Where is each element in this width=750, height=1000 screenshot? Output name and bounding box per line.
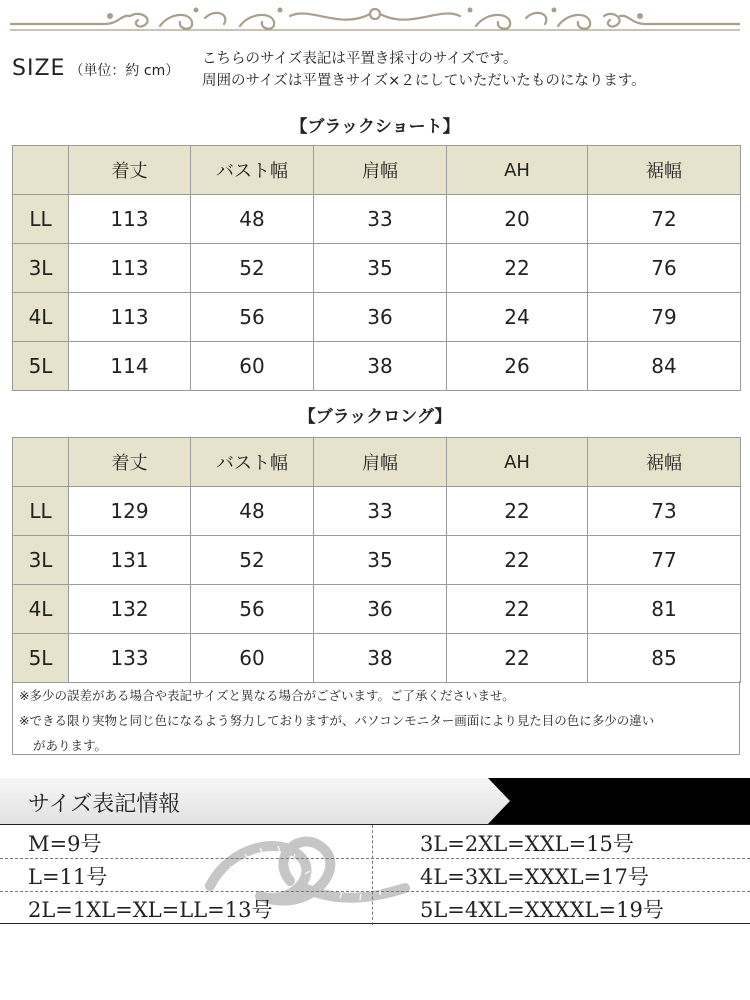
table-cell: 38 [314,342,447,391]
size-note-2: 周囲のサイズは平置きサイズ×２にしていただいたものになります。 [202,73,646,89]
disclaimer-line: ※多少の誤差がある場合や表記サイズと異なる場合がございます。ご了承くださいませ。 [19,688,515,703]
table-row [13,634,741,683]
table-corner-cell [13,438,69,487]
table-cell: 84 [588,342,741,391]
size-info-left-1: M=9号 [28,832,102,856]
header-cell: バスト幅 [191,146,314,195]
table-cell: 22 [447,487,588,536]
grid-divider [0,891,750,892]
table-row [13,244,741,293]
table-cell: 72 [588,195,741,244]
table-row [13,293,741,342]
header-cell: 裾幅 [588,146,741,195]
size-info-right-3: 5L=4XL=XXXXL=19号 [420,898,664,922]
table-cell: 22 [447,585,588,634]
row-size-label: LL [13,487,69,536]
size-note-1: こちらのサイズ表記は平置き採寸のサイズです。 [202,51,518,67]
header-cell: 肩幅 [314,146,447,195]
row-size-label: LL [13,195,69,244]
grid-divider [0,858,750,859]
header-cell: AH [447,438,588,487]
size-info-right-2: 4L=3XL=XXXL=17号 [420,865,649,889]
table-cell: 129 [69,487,191,536]
size-table-black-short [12,145,741,391]
table-corner-cell [13,146,69,195]
table-cell: 56 [191,293,314,342]
size-title: SIZE （単位：約 cm） [12,56,180,81]
table-title-black-long: 【ブラックロング】 [298,407,452,427]
header-cell: バスト幅 [191,438,314,487]
scroll-ornament-icon [10,4,740,38]
table-cell: 76 [588,244,741,293]
size-info-right-1: 3L=2XL=XXL=15号 [420,832,634,856]
table-cell: 24 [447,293,588,342]
table-cell: 26 [447,342,588,391]
disclaimer-box [12,681,740,755]
table-cell: 60 [191,342,314,391]
table-cell: 114 [69,342,191,391]
header-cell: 着丈 [69,146,191,195]
table-row [13,585,741,634]
table-cell: 79 [588,293,741,342]
size-info-title: サイズ表記情報 [28,792,181,817]
table-row [13,487,741,536]
row-size-label: 3L [13,244,69,293]
table-cell: 56 [191,585,314,634]
table-cell: 73 [588,487,741,536]
table-cell: 22 [447,536,588,585]
table-row [13,342,741,391]
table-cell: 35 [314,244,447,293]
disclaimer-line: ※できる限り実物と同じ色になるよう努力しておりますが、パソコンモニター画面により見た目の色に多少の違い [19,713,655,728]
table-header-row [13,438,741,487]
table-cell: 52 [191,244,314,293]
table-cell: 48 [191,195,314,244]
row-size-label: 4L [13,585,69,634]
table-title-black-short: 【ブラックショート】 [290,117,460,137]
row-size-label: 3L [13,536,69,585]
grid-divider [372,825,373,925]
table-cell: 81 [588,585,741,634]
table-cell: 85 [588,634,741,683]
table-cell: 38 [314,634,447,683]
row-size-label: 5L [13,634,69,683]
row-size-label: 5L [13,342,69,391]
size-unit: （単位：約 cm） [69,63,180,79]
row-size-label: 4L [13,293,69,342]
table-cell: 113 [69,293,191,342]
table-cell: 22 [447,634,588,683]
table-cell: 22 [447,244,588,293]
header-cell: 裾幅 [588,438,741,487]
table-cell: 36 [314,585,447,634]
table-cell: 113 [69,195,191,244]
table-header-row [13,146,741,195]
table-cell: 60 [191,634,314,683]
table-cell: 33 [314,487,447,536]
size-table-black-long [12,437,741,683]
disclaimer-line: があります。 [33,738,108,753]
table-cell: 113 [69,244,191,293]
header-cell: 肩幅 [314,438,447,487]
size-info-left-3: 2L=1XL=XL=LL=13号 [28,898,273,922]
table-row [13,195,741,244]
table-row [13,536,741,585]
size-info-left-2: L=11号 [28,865,108,889]
size-header [12,48,742,94]
header-cell: AH [447,146,588,195]
header-cell: 着丈 [69,438,191,487]
table-cell: 77 [588,536,741,585]
table-cell: 36 [314,293,447,342]
size-info-header [0,778,750,824]
table-cell: 52 [191,536,314,585]
size-notes [202,48,646,92]
table-cell: 131 [69,536,191,585]
table-cell: 132 [69,585,191,634]
table-cell: 35 [314,536,447,585]
table-cell: 33 [314,195,447,244]
table-cell: 133 [69,634,191,683]
table-cell: 20 [447,195,588,244]
table-cell: 48 [191,487,314,536]
